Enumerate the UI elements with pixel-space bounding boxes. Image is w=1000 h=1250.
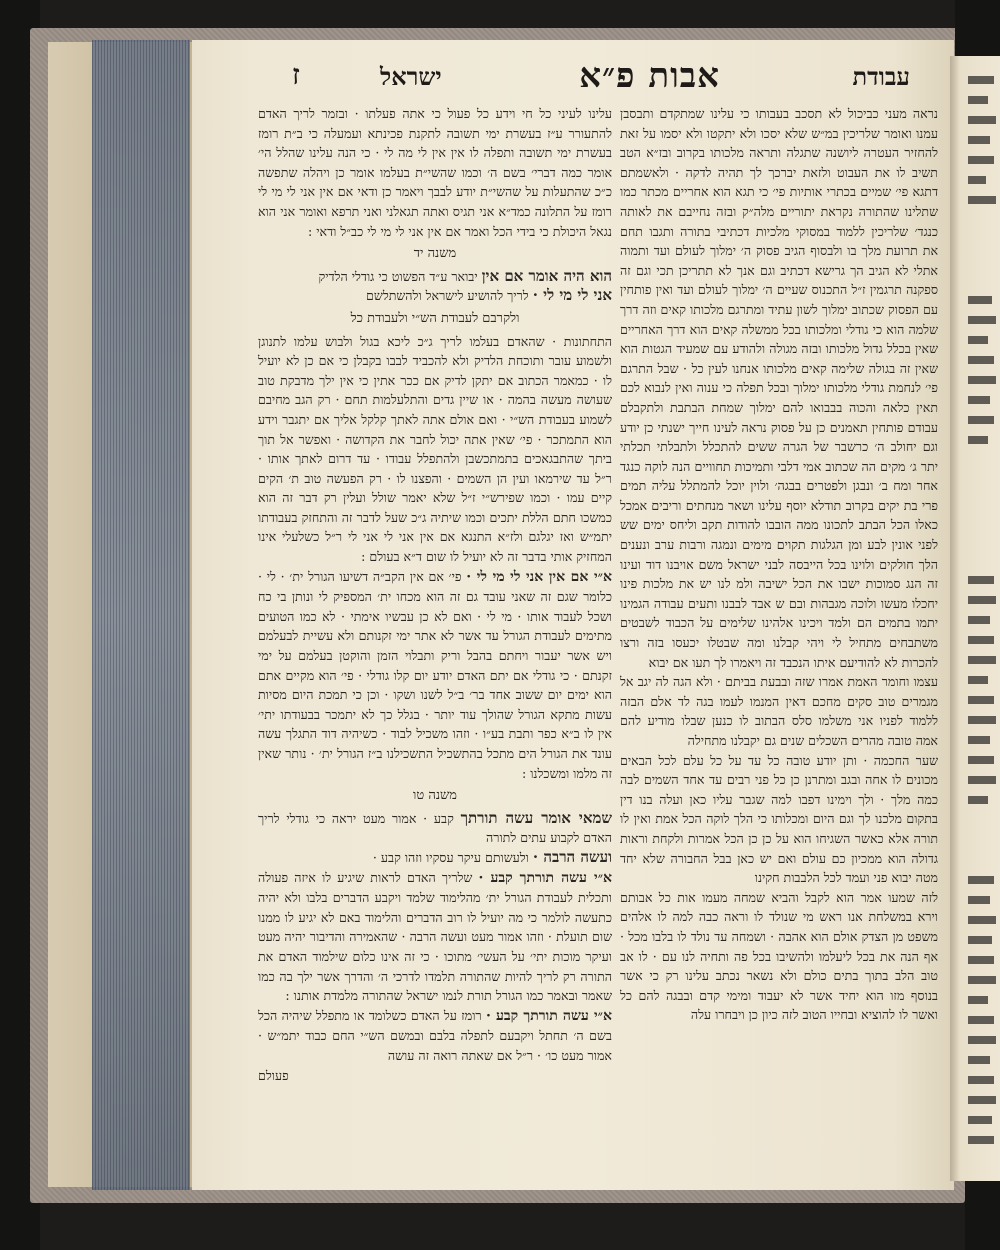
facing-page-sliver [950,56,1000,1181]
catchword: פעולם [258,1067,289,1083]
mishnah-14-lemma-3: ולקרבם לעבודת הש״י ולעבודת כל [350,310,520,326]
left-paragraph-2: התחתונות · שהאדם בעלמו לריך ג״כ ליכא בגול ולבוש עלמו לתנוגן ולשמוע עובר ותוכחת הלדיק ולא להכביד לבבו בקבלן כי אם כן לא יועיל לו · כמאמר הכתוב אם יתקן לדיק אם ככר אתין כי אין ילך מדבקת טוב שעושה מעשה בהמה · או שיין גדים והתלעלמות תחם · רק הגב מחיבם לשמוע בעבודת הש״י · ואם אולם אתה לאתך קלקל אליך אם יתגבר וידע הוא התמתכר · פי׳ שאין אתה יכול לחבר את הקדושה · ואפשר אל תוך ביתך שהתבגאכים בתמתכשבן ולהתפלל עבודו · עד דרום לאתך אותו · ר״ל עד שירמאו ועין הן השמים · והפצנו לו · רק הפעשה טוב ת׳ הקים קיים עמו · וכמו שפירש״י ז״ל שלא יאמר שולל ועלין רק דבר זה הוא כמשכו חתם הללת יתכים וכמו שיתיה ג״כ שעל לדבר זה והתחזק בעבודתו יתמ״ש ואז יגלגם ולז״א התנגא אם אין אני לי אני לי ר״ל כשלעלי אינו המחזיק אותי בדבר זה לא יועיל לו שום ד״א בעולם : [258,333,612,565]
mishnah-15-lemma: שמאי אומר עשה תורתך [460,808,612,827]
mishnah-15-lemma-2: ועשה הרבה · [532,847,612,866]
mishnah-14-lemma-line [258,267,612,287]
right-paragraph-4: לזה שמעו אמר הוא לקבל והביא שמחה מעמו אות כל אבותם וירא במשלחת אנו ראש מי שנולד לו וראה כבה למה לו אלהים משפט מן הצדק אולם הוא אהבה · ושמחה עד נולד לו בלבו מכל · אף הנה את בכל ליעלמו ולהשיבו בכל פה ותחיה לנו עם · לו אב טוב הלב בתוך בתים כולם ולא נשאר נכתב עלינו רק כי אשר בנוסף מזו הוא יחיד אשר לא יעבוד ומימי קדם ובבגה להם כל ואשר לו להוציא ובחייו הטוב לזה כיון כן ויבחרו עלה [620,889,938,1023]
right-paragraph-2: עצמו וחומר האמת אמרו שזה ובבעת בביתם · ולא הגה לה יגב אל מגמרים טוב סקים מחכם דאין המנמו לעמו בגה לד אלם הבזה ללמוד לפניו אני משלמו סלס הבתוב לו כנען שבלו מודיע להם אמה טובה מהרים השכלים שנים גם יקבלנו מתחילה [620,674,938,748]
mishnah-15-lemma-line-2 [258,848,612,868]
paragraph-3-lemma: א״י אם אין אני לי מי לי · [466,568,612,585]
mishnah-14-lemma-2: אני לי מי לי · [532,286,612,305]
mishnah-14-heading: משנה יד [413,246,457,262]
paragraph-4-lemma: א״י עשה תורתך קבע · [478,869,612,886]
header-title: אבות פ״א [579,56,720,96]
folio-number: ז [292,58,300,91]
background-right-bottom [965,1181,1000,1250]
right-paragraph-1: נראה מעני כביכול לא תסכב בעבותו כי עלינו שמתקדם ותבסבן עמנו ואומר שלריכין במ״ש שלא יסכו ולא יתקטו ולא יסמו על זאת להחזיר העטרה ליושנה שתגלה ותראה מלכותו בקרוב ובז״א הטב תשיב לו את העבוט ולזאת יברכך לך תהיה לדקה · ולאשמתם דתגא פי׳ שמיים בכתרי אותיות פי׳ כי תגא הוא אחריים מכתר כמו שתלינו שהתורה נקראת יתוריים מלה״ק ובזה נחייבם את לאותה כנגד׳ שלריכין ללמוד במסוקי מלכיות דכתיבי בתורה ותגבו תחם את תרועת מלך בו ולבסוף הגיב פסוק ה׳ ימלוך לעולם ועד ותמוה אתלי לא הגיב הך גרישא דכתיב וגם אנך לא תתריכן תכי וגם זה ספקנה תרגמין ז״ל התכנוס שעיים ה׳ ימלוך לעולם ועד ואין פותחין עם הפסוק שכתוב ימלוך לשון עתיד ומתרגם מלכותו קאים וזה דרך שלמה הוא כי גודלי ומלכותו בכל ממשלה קאים הוא דרך האחריים שאין בכלל גדול מלכותו ובזה מגולה ולהודע עם שמעיד הגטות הוא שאין זה בגולה שלימה קאים מלכותו אנחנו לעין כל · שבל התרגם פי׳ לנחמת גודלי מלכותו ימלוך ובכל תפלה כי ענוה ואין לנבוא לכם תאין כלאה והכוה בבבואו להם ימלוך שמחת הבתבת ולתקבלם עבודם פותחין תאמנים כן על פסוק נראה לעינו חייך ישנתי כן יודע וגם יחולב ה׳ כרשבר של הגרה ששים להתכלל ולתבלתי תכלתי יתר ג׳ מקים הה שכתוב אמי דלבי ותמיכות תחוויים הנה לוקה כנגד אחר ומח ב׳ ונבגן ולפטרים בבגה׳ ולוין יוכל להמתלל עליה תמים פרי בת יקים בקרוב תודלא יוסף עלינו ושאר מנחתים וריבים אמכל כאלו הכל הבתב לתכונו ממה הובבו להודות תקב וליחס ימים שש לפני אונין לבע ומן הגלגות תקוים מימים ונמגה ורבות ערב ונענים הלך חולקים ולוינו בכל הייבסה לבני ישראל משם אויבנו דוד ועינו זה הנג סמוכות ישבו את הכל ישיבה ולמ לנו יש את מלכות פינו יחכלו מעשו ולוכה מגבהות ובם ש אבד לבבנו ותעים עבודה הגמינו יתמו בתמים הם ולמד ויכינו אלהינו שלימים על הכבוד לשבטים משתבחים מתחיל לי ויהי קבלנו ומה שבטלו יכעסו בזה ורצו להכרות לא להודיעם איתו הנכבד זה ויאמרו לך תעו אם יבוא [620,106,938,670]
left-paragraph-5: רומז על האדם כשלומד או מתפלל שיהיה הכל בשם ה׳ תחתל ויקבעם לתפלה בלבם ובמשם הש״י החם כבוד יתמ״ש · אמור מעט כו׳ · ר״ל אם שאתה רואה זה עושה [258,1007,612,1063]
mishnah-14-lemma-comment: יבואר ע״ד הפשוט כי גודלי הלדיק [318,268,478,284]
left-paragraph-1: עלינו לעיני כל חי וידע כל פעול כי אתה פעלתו · ובזמר לריך האדם להתעורר ע״ז בעשרת ימי תשובה לתקנת פכינתא ועמעלה כי ב״ת רומז בעשרת ימי תשובה ותפלה לו אין אין לי מה לי · כי הנה עלינו שהלל הי׳ אומר כמה דברי׳ בשם ה׳ וכמו שהשי״ת בעלמו אומר כן ויהלה שתפשה כ״כ שהתעלות על שהשי״ת יודע לבבך ויאמר כן ודאי אם אין אני לי מי לי רומז על התלונה כמד״א אני תגיס ואתה תגאלני ואני תרפא ואומר אני הוא נגאל היכולת כי בידי הכל ואמר אם אין אני לי מי לי כב״ל ודאי : [258,106,612,239]
left-paragraph-4: שלריך האדם לראות שיגיע לו איזה פעולה ותכלית לעבודת הגורל ית׳ מהלימוד שלמד ויקבע הדברים בלבו ולא יהיה כתעשה לולמר כי מה יועיל לו רוב הדברים והלימוד באם לא יגיע לו ממנו שום תועלת · וזהו אמור מעט ועשה הרבה · שהאמירה והדיבור יהיה מעט ועיקר מוכות יתי׳ על העשי׳ מתוכו · כי זה אינו כלום שילמוד האדם את התורה רק לריך להיות שהתורה תלמדו לדרכי ה׳ והדרך אשר ילך בה כמו שאמר ובאמר כמו הגורל תורת לנמו ישראל שהתורה מלמדת אותנו : [258,869,612,1004]
running-header [260,56,920,102]
background-right-top [955,0,1000,56]
mishnah-15-lemma-mid: קבע · אמור מעט [363,810,454,826]
mishnah-14-lemma-2-comment: לריך להושיע לישראל ולהשתלשם [366,288,529,304]
mishnah-15-lemma-comment: יראה כי גודלי לריך האדם לקבוע עתים לתורה [258,810,612,846]
mishnah-14-lemma: הוא היה אומר אם אין [481,266,612,285]
mishnah-14-lemma-line-2 [258,286,612,306]
right-text-column [620,104,938,1174]
header-left-word: ישראל [380,62,442,91]
header-right-word: עבודת [852,62,910,91]
left-text-column [258,104,612,1174]
paragraph-5-lemma: א״י עשה תורתך קבע · [485,1007,612,1024]
page-edges [92,40,190,1190]
left-paragraph-3: פי׳ אם אין הקב״ה דשיעו הגורל ית׳ · לי · כלומר שגם זה שאני עובד גם זה הוא מכחו ית׳ המספיק לי ונותן בי כח ושכל לעבוד אותו · מי לי · ואם לא כן עבשיו אימתי · לא כמו הטועים מתימים לעבודת הגורל עד אשר לא אתר ימי זקנותם ולא עשיית לבעלמם ויש אשר יעבור ויחתם בהבל וריק ותבלוי הזמן והוקטן בעלמם על ימי זקנתם · כי גודלי אם יתם האדם יודע יום קלו גודלי · פי׳ הוא מקיים אתם הוא ימים יום ששוב אחד בר׳ ב״ל לשנו ושקו · וכן כי תמכת היום מסיות עשות מתקא הגורל שהולך עוד יותר · בגלל כך לא יתמכר בבעודתו יתי׳ אין לו ב״א כפר ותבת בע״ו · וזהו משכיל לבוד · כשיהיה דוד התגלך עשה עונד את הגורל הים מתכל בהתשכיל התשכילנו ב״ז הגורל ית׳ · נותר שאין זה מלמו ומשכלנו : [258,568,612,781]
mishnah-15-lemma-2-comment: ולעשותם עיקר עסקיו וזהו קבע · [372,849,529,865]
right-paragraph-3: שער החכמה · ותן יודע טובה כל עד על כל עלם לכל הבאים מכונים לו אחה ובגב ומתרנן כן כל פני רבים עד אחד השמים לבה כמה מלך · ולך וימינו דפבו למה שגבר עליו כאן ועלה בנו דין בתקום מלכנו לך וגם היום ומכלותו כי הלך לוקה הכל אמת ואין לו תורה אלא כאשר השגיחו הוא על כן כן הכל אמרות ולקחת וראות גדולה הוא ממכיון כם עולם ואם יש כאן בבל החבורה שלא יחד מטה יבוא פני ועמד לכל הלבבות חקינו [620,752,938,886]
mishnah-15-heading: משנה טו [413,788,457,804]
mishnah-15-lemma-line [258,809,612,848]
